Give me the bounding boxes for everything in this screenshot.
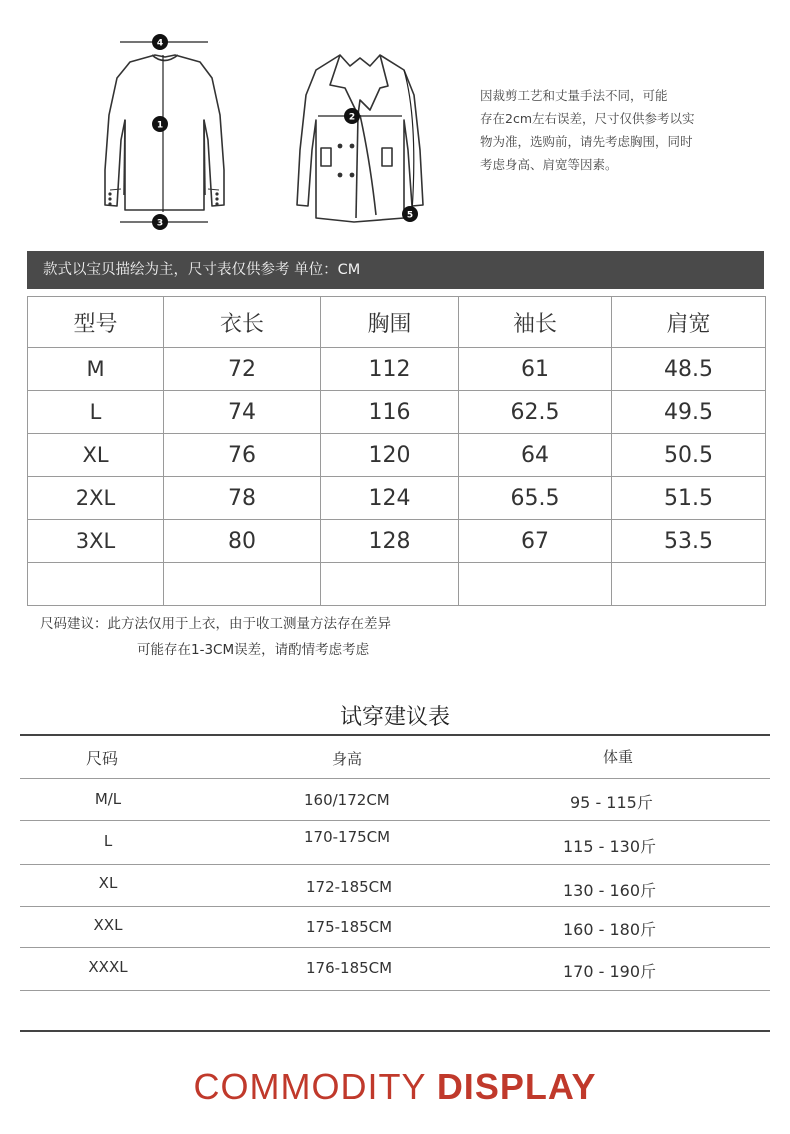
header-size: 型号 <box>28 297 164 348</box>
fit-header-size: 尺码 <box>86 749 119 768</box>
fit-table-title: 试穿建议表 <box>339 705 450 730</box>
empty-cell <box>612 563 766 606</box>
cell-size: XL <box>28 434 164 477</box>
cell-sleeve: 64 <box>459 434 612 477</box>
fit-cell-size: XL <box>98 874 118 892</box>
fit-cell-weight: 115 - 130斤 <box>563 837 657 856</box>
svg-text:2: 2 <box>348 112 356 123</box>
table-row <box>28 391 766 434</box>
cell-size: 3XL <box>28 520 164 563</box>
cell-sleeve: 62.5 <box>459 391 612 434</box>
fit-cell-size: XXXL <box>88 958 128 976</box>
fit-table-top-rule <box>20 734 770 736</box>
fit-table-bottom-rule <box>20 1030 770 1032</box>
fit-cell-height: 170-175CM <box>304 828 391 846</box>
fit-cell-height: 175-185CM <box>306 918 393 936</box>
size-chart-header-row <box>28 297 766 348</box>
fit-cell-weight: 170 - 190斤 <box>563 962 657 981</box>
table-row-empty <box>28 563 766 606</box>
cell-sleeve: 67 <box>459 520 612 563</box>
commodity-display-heading <box>0 1066 790 1108</box>
fit-header-height: 身高 <box>332 750 363 768</box>
cell-chest: 112 <box>321 348 459 391</box>
table-row <box>28 477 766 520</box>
header-length: 衣长 <box>164 297 321 348</box>
fit-cell-height: 172-185CM <box>306 878 393 896</box>
cell-shoulder: 53.5 <box>612 520 766 563</box>
fit-cell-height: 176-185CM <box>306 959 393 977</box>
fit-cell-size: XXL <box>93 916 123 934</box>
cell-shoulder: 51.5 <box>612 477 766 520</box>
cell-chest: 124 <box>321 477 459 520</box>
cell-size: M <box>28 348 164 391</box>
cell-chest: 128 <box>321 520 459 563</box>
fit-cell-weight: 160 - 180斤 <box>563 920 657 939</box>
size-chart-table <box>27 296 766 606</box>
cell-size: 2XL <box>28 477 164 520</box>
fit-divider <box>20 864 770 865</box>
fit-cell-size: L <box>103 832 113 850</box>
fit-divider <box>20 947 770 948</box>
fit-cell-weight: 130 - 160斤 <box>563 881 657 900</box>
fit-divider <box>20 778 770 779</box>
empty-cell <box>321 563 459 606</box>
header-chest: 胸围 <box>321 297 459 348</box>
size-chart-banner: 款式以宝贝描绘为主，尺寸表仅供参考 单位：CM <box>27 251 764 289</box>
measurement-note: 因裁剪工艺和丈量手法不同，可能 存在2cm左右误差，尺寸仅供参考以实 物为准，选购前，请先考虑胸围，同时 考虑身高、肩宽等因素。 <box>480 88 695 172</box>
cell-size: L <box>28 391 164 434</box>
size-advice-line-1: 尺码建议：此方法仅用于上衣，由于收工测量方法存在差异 <box>40 616 391 632</box>
empty-cell <box>28 563 164 606</box>
empty-cell <box>164 563 321 606</box>
marker-1 <box>152 116 168 132</box>
marker-4 <box>152 34 168 50</box>
svg-text:5: 5 <box>406 210 414 221</box>
table-row <box>28 520 766 563</box>
fit-header-weight: 体重 <box>603 748 634 766</box>
svg-text:3: 3 <box>156 218 164 229</box>
fit-cell-weight: 95 - 115斤 <box>570 793 653 812</box>
svg-text:4: 4 <box>156 38 164 49</box>
cell-chest: 120 <box>321 434 459 477</box>
cell-shoulder: 49.5 <box>612 391 766 434</box>
fit-cell-height: 160/172CM <box>304 791 390 809</box>
table-row <box>28 434 766 477</box>
fit-divider <box>20 820 770 821</box>
header-sleeve: 袖长 <box>459 297 612 348</box>
heading-light-part: COMMODITY <box>193 1066 437 1107</box>
fit-divider <box>20 906 770 907</box>
jacket-back-view <box>105 55 224 210</box>
cell-sleeve: 61 <box>459 348 612 391</box>
fit-cell-size: M/L <box>94 790 122 808</box>
jacket-front-view <box>297 55 423 222</box>
svg-text:1: 1 <box>156 120 164 131</box>
cell-length: 78 <box>164 477 321 520</box>
front-buttons <box>338 144 355 178</box>
cell-shoulder: 48.5 <box>612 348 766 391</box>
cell-shoulder: 50.5 <box>612 434 766 477</box>
cell-sleeve: 65.5 <box>459 477 612 520</box>
empty-cell <box>459 563 612 606</box>
fit-divider <box>20 990 770 991</box>
size-advice-line-2: 可能存在1-3CM误差，请酌情考虑考虑 <box>137 642 370 658</box>
cell-chest: 116 <box>321 391 459 434</box>
heading-bold-part: DISPLAY <box>436 1066 597 1107</box>
marker-5 <box>402 206 418 222</box>
marker-2 <box>344 108 360 124</box>
marker-3 <box>152 214 168 230</box>
cell-length: 80 <box>164 520 321 563</box>
cell-length: 72 <box>164 348 321 391</box>
header-shoulder: 肩宽 <box>612 297 766 348</box>
cell-length: 74 <box>164 391 321 434</box>
table-row <box>28 348 766 391</box>
cell-length: 76 <box>164 434 321 477</box>
